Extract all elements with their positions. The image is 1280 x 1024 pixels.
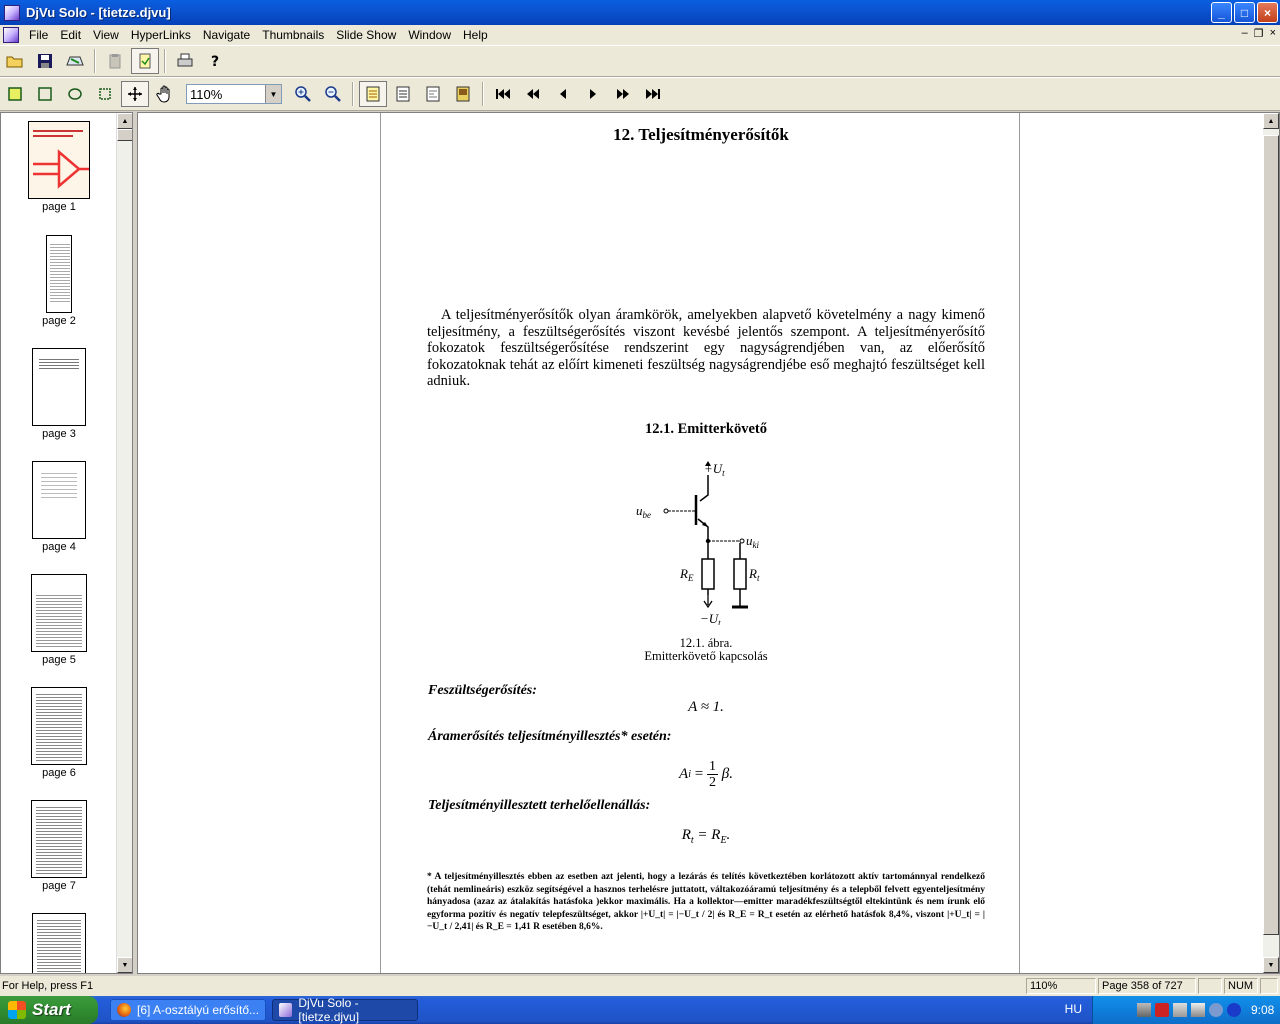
heading-load: Teljesítményillesztett terhelőellenállás: [428,798,651,813]
chapter-title: 12. Teljesítményerősítők [613,125,789,144]
view-color-icon[interactable] [359,81,387,107]
connection-icon[interactable] [1209,1003,1223,1017]
window-title: DjVu Solo - [tietze.djvu] [26,5,171,20]
footnote: * A teljesítményillesztés ebben az esetben azt jelenti, hogy a lezárás és telítés következtében korlátozott aktív tartománnyal rendelkező (tehát nemlineáris) eszköz segítségével a hasznos terhelésre juttatott, váltakozóáramú teljesítmény és a telepből felvett egyenteljesítmény hányadosa (azaz az átalakítás hatásfoka )ekkor maximális. Ha a kollektor—emitter maradékfeszültségtől eltekintünk és nem írunk elő egyforma pozitív és negatív telepfeszültséget, akkor |+U_t| = |−U_t / 2| és R_E = R_t esetén az elérhető hatásfok 8,4%, viszont |+U_t| = |−U_t / 2,41| és R_E = 1,41 R esetében 8,6%. [427,872,985,932]
properties-icon[interactable] [131,48,159,74]
thumbnail-page-image[interactable] [31,574,87,652]
thumbnail-pane[interactable] [0,112,133,974]
zoom-out-icon[interactable] [319,81,347,107]
status-page: Page 358 of 727 [1098,978,1196,994]
thumbnail-item[interactable] [1,574,117,666]
toolbar-separator [164,49,166,73]
thumbnail-label: page 4 [42,541,76,553]
view-toolbar [0,77,1280,111]
fast-back-icon[interactable] [519,81,547,107]
network-icon[interactable] [1137,1003,1151,1017]
rt-label: R [749,566,757,581]
status-extra [1260,978,1278,994]
last-page-icon[interactable] [639,81,667,107]
next-page-icon[interactable] [579,81,607,107]
zoom-value: 110% [190,86,223,102]
thumbnail-page-image[interactable] [32,913,86,974]
emitter-follower-circuit [636,455,776,625]
document-view[interactable] [137,112,1280,974]
maximize-button[interactable]: □ [1234,2,1255,23]
title-bar [0,0,1280,25]
djvu-icon [279,1003,292,1017]
status-zoom: 110% [1026,978,1096,994]
zoom-in-icon[interactable] [289,81,317,107]
input-label: u [636,503,643,518]
language-indicator[interactable]: HU [1064,1002,1082,1016]
scroll-up-icon[interactable]: ▲ [1263,113,1279,129]
djvu-app-icon[interactable] [4,5,20,21]
prev-page-icon[interactable] [549,81,577,107]
toolbar-separator [352,82,354,106]
menu-window[interactable]: Window [408,28,451,42]
menu-help[interactable]: Help [463,28,488,42]
toolbar-separator [482,82,484,106]
firefox-icon [117,1003,131,1017]
menu-bar [0,25,1280,45]
equation-voltage-gain: A ≈ 1. [688,699,724,715]
first-page-icon[interactable] [489,81,517,107]
heading-current-gain: Áramerősítés teljesítményillesztés* esetén: [428,729,672,744]
menu-file[interactable]: File [29,28,49,42]
thumbnail-label: page 2 [42,315,76,327]
document-page[interactable] [380,113,1020,974]
thumbnail-page-image[interactable] [31,687,87,765]
thumbnail-item[interactable] [1,348,117,440]
hand-tool-icon[interactable] [151,81,179,107]
thumbnail-scrollbar[interactable] [116,113,132,973]
thumbnail-label: page 1 [42,201,76,213]
view-foreground-icon[interactable] [419,81,447,107]
status-blank [1198,978,1222,994]
thumbnail-page-image[interactable] [32,461,86,539]
thumbnail-label: page 7 [42,880,76,892]
document-icon[interactable] [3,27,19,43]
select-rect-icon[interactable] [1,81,29,107]
menu-navigate[interactable]: Navigate [202,28,251,42]
clock[interactable]: 9:08 [1251,1003,1275,1017]
thumbnail-item[interactable] [1,121,117,213]
svg-text:ube: $u_{be}$ [636,503,651,520]
thumbnail-item[interactable] [1,235,117,327]
output-label: u [746,533,753,548]
speaker-icon[interactable] [1191,1003,1205,1017]
chevron-down-icon[interactable]: ▼ [265,85,281,103]
paste-icon[interactable] [101,48,129,74]
re-label: R [680,566,688,581]
scroll-down-icon[interactable]: ▼ [117,957,133,973]
svg-text:Rt: $R_t$ [749,566,760,583]
scroll-thumb[interactable] [117,129,133,141]
thumbnail-item[interactable] [1,800,117,892]
select-polygon-icon[interactable] [91,81,119,107]
thumbnail-page-image[interactable] [46,235,72,313]
fast-forward-icon[interactable] [609,81,637,107]
thumbnail-page-image[interactable] [32,348,86,426]
taskbar [0,996,1280,1024]
taskbar-item-djvu[interactable]: DjVu Solo - [tietze.djvu] [272,999,418,1021]
open-folder-icon[interactable] [1,48,29,74]
heading-voltage-gain: Feszültségerősítés: [428,683,537,698]
system-tray [1092,996,1280,1024]
thumbnail-page-image[interactable] [28,121,90,199]
select-rect-outline-icon[interactable] [31,81,59,107]
equation-current-gain: A i = $\frac{1}{2}$ β. [679,759,733,790]
thumbnail-label: page 3 [42,428,76,440]
thumbnail-label: page 5 [42,654,76,666]
help-question-icon[interactable] [201,48,229,74]
view-background-icon[interactable] [449,81,477,107]
bluetooth-icon[interactable] [1227,1003,1241,1017]
supply-pos-label: +U [704,461,723,476]
status-bar [0,976,1280,996]
save-icon[interactable] [31,48,59,74]
pan-move-icon[interactable] [121,81,149,107]
select-ellipse-icon[interactable] [61,81,89,107]
view-bw-icon[interactable] [389,81,417,107]
svg-text:uki: $u_{ki}$ [746,533,759,550]
menu-slide-show[interactable]: Slide Show [336,28,397,42]
thumbnail-label: page 6 [42,767,76,779]
toolbar-separator [94,49,96,73]
document-scrollbar[interactable] [1263,113,1279,973]
status-num: NUM [1224,978,1258,994]
menu-view[interactable]: View [93,28,119,42]
intro-paragraph: A teljesítményerősítők olyan áramkörök, amelyekben alapvető követelmény a nagy kimenő teljesítmény, a feszültségerősítés viszont kevésbé jelentős szempont. A teljesítményerősítő fokozatok feszültségerősítése rendszerint egy nagyságrendjében van, az előerősítő fokozatoknak tehát az előírt kimeneti feszültség nagyságrendjébe eső meghajtó feszültséget kell adniuk. [427,307,985,389]
menu-hyperlinks[interactable]: HyperLinks [130,28,191,42]
equation-load: $R_t = R_E$. [681,827,731,846]
encode-icon[interactable] [61,48,89,74]
svg-text:RE: $R_E$ [680,566,694,583]
print-icon[interactable] [171,48,199,74]
close-button[interactable]: × [1257,2,1278,23]
thumbnail-page-image[interactable] [31,800,87,878]
thumbnail-item[interactable] [1,687,117,779]
svg-text:−Ut: $-U_t$ [700,611,721,625]
mdi-close-button[interactable]: × [1269,27,1276,39]
mdi-restore-button[interactable]: ❐ [1253,28,1264,40]
scroll-down-icon[interactable]: ▼ [1263,957,1279,973]
section-title: 12.1. Emitterkövető [644,421,767,437]
volume-icon[interactable] [1173,1003,1187,1017]
scroll-up-icon[interactable]: ▲ [117,113,133,129]
start-button[interactable]: Start [0,996,98,1024]
thumbnail-item[interactable] [1,461,117,553]
windows-flag-icon [8,1001,26,1019]
menu-thumbnails[interactable]: Thumbnails [262,28,325,42]
figure-caption: 12.1. ábra. Emitterkövető kapcsolás [644,636,768,663]
scroll-thumb[interactable] [1263,135,1279,935]
menu-edit[interactable]: Edit [60,28,82,42]
taskbar-item-firefox[interactable]: [6] A-osztályú erősítő... [110,999,266,1021]
security-shield-icon[interactable] [1155,1003,1169,1017]
minimize-button[interactable]: _ [1211,2,1232,23]
svg-text:+Ut: $+U_t$ [704,461,725,478]
svg-text:?: ? [211,54,220,69]
status-help-text: For Help, press F1 [2,980,94,992]
zoom-combo[interactable] [186,84,282,104]
thumbnail-item-partial[interactable] [1,913,117,974]
supply-neg-label: −U [700,611,719,625]
mdi-minimize-button[interactable]: – [1241,27,1248,39]
standard-toolbar [0,45,1280,77]
